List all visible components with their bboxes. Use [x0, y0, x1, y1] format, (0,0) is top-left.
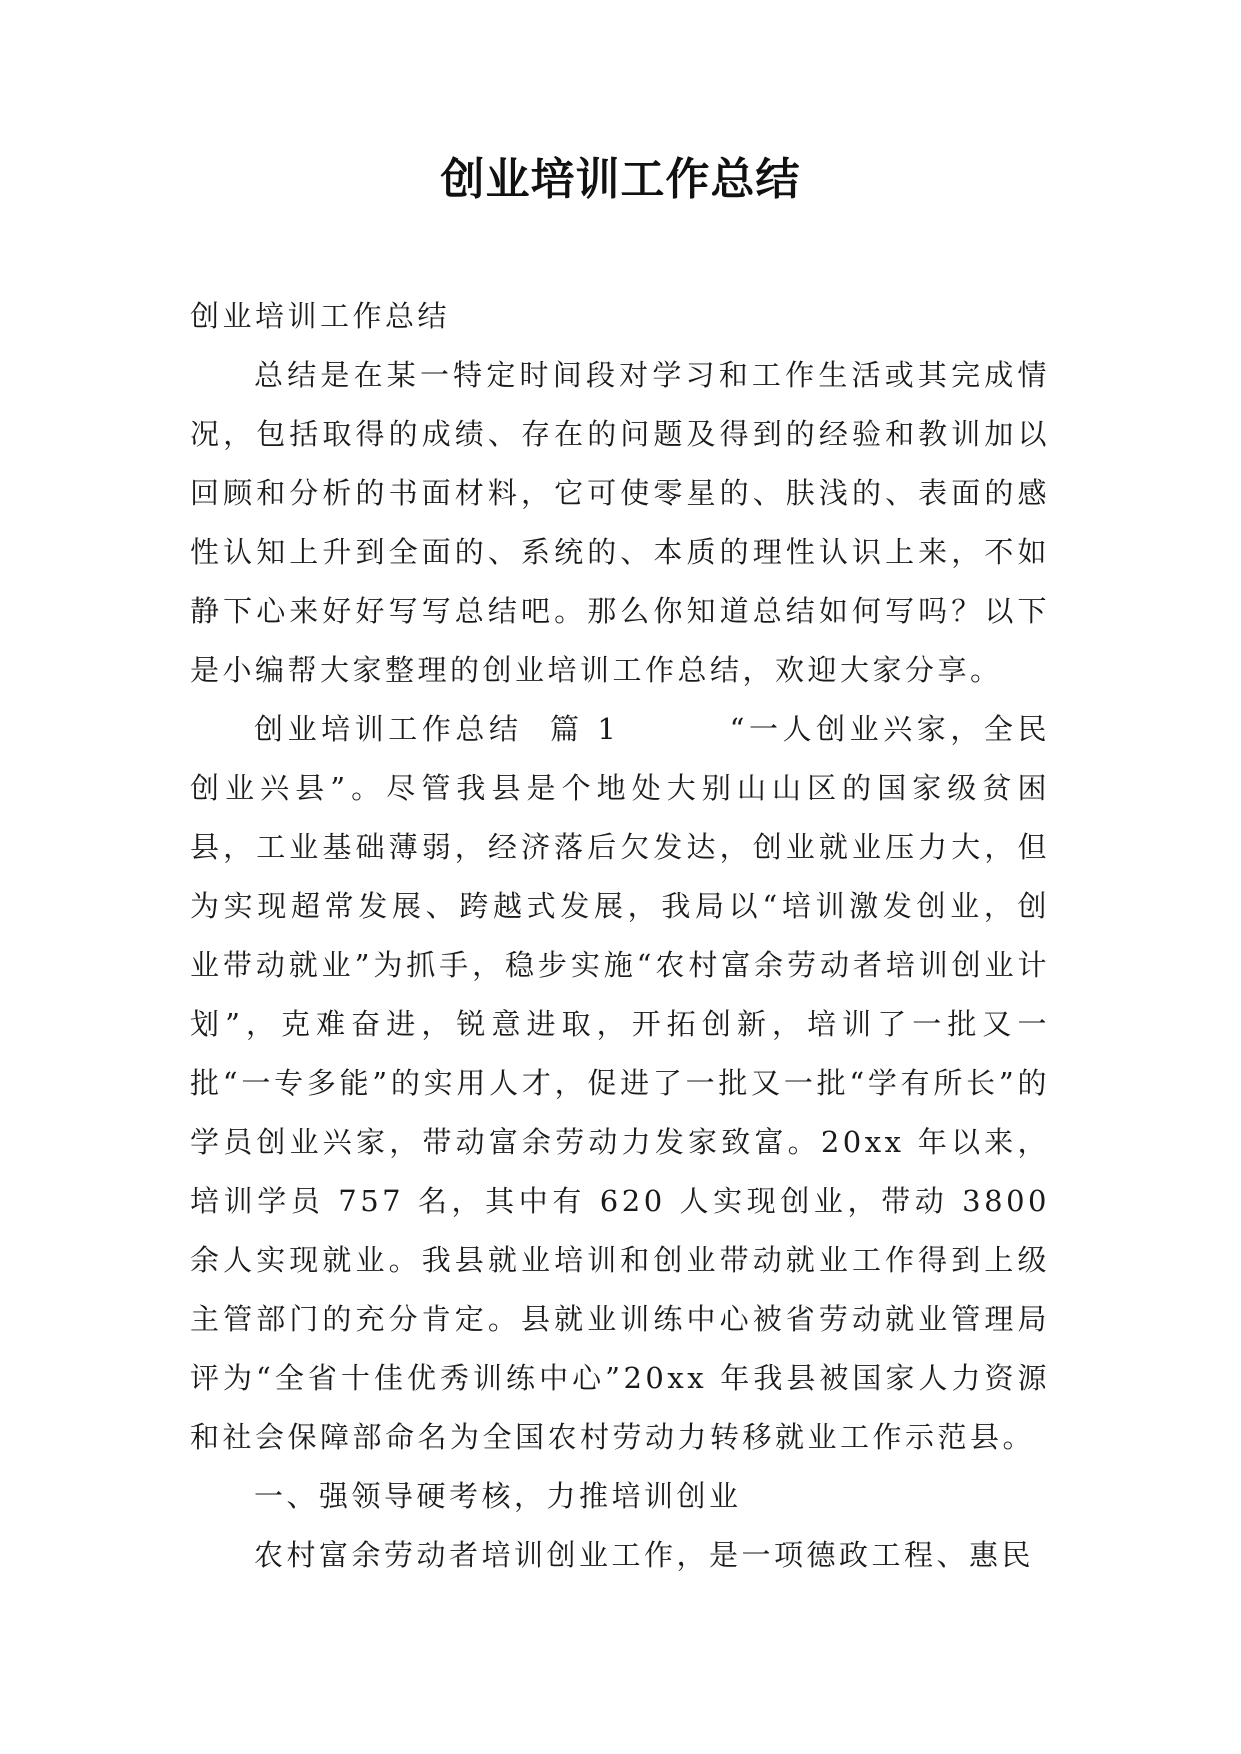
document-title: 创业培训工作总结 [440, 154, 801, 205]
paragraph-continuation: 农村富余劳动者培训创业工作，是一项德政工程、惠民 [254, 1538, 1035, 1572]
paragraph-intro: 总结是在某一特定时间段对学习和工作生活或其完成情况，包括取得的成绩、存在的问题及得到的经验和教训加以回顾和分析的书面材料，它可使零星的、肤浅的、表面的感性认知上升到全面的、系统的、本质的理性认识上来，不如静下心来好好写写总结吧。那么你知道总结如何写吗？以下是小编帮大家整理的创业培训工作总结，欢迎大家分享。 [190, 358, 1050, 687]
section-heading: 一、强领导硬考核，力推培训创业 [254, 1479, 742, 1513]
paragraph-section-1: 创业培训工作总结 篇 1 “一人创业兴家，全民创业兴县”。尽管我县是个地处大别山山区的国家级贫困县，工业基础薄弱，经济落后欠发达，创业就业压力大，但为实现超常发展、跨越式发展，我局以“培训激发创业，创业带动就业”为抓手，稳步实施“农村富余劳动者培训创业计划”，克难奋进，锐意进取，开拓创新，培训了一批又一批“一专多能”的实用人才，促进了一批又一批“学有所长”的学员创业兴家，带动富余劳动力发家致富。20xx 年以来，培训学员 757 名，其中有 620 人实现创业，带动 3800 余人实现就业。我县就业培训和创业带动就业工作得到上级主管部门的充分肯定。县就业训练中心被省劳动就业管理局评为“全省十佳优秀训练中心”20xx 年我县被国家人力资源和社会保障部命名为全国农村劳动力转移就业工作示范县。 [190, 712, 1063, 1454]
document-subtitle: 创业培训工作总结 [190, 299, 451, 333]
document-body [190, 287, 1063, 1585]
